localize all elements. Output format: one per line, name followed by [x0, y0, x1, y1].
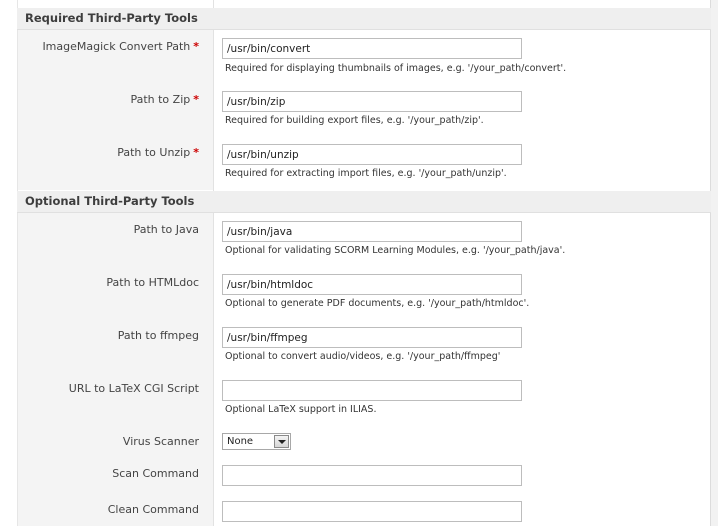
- htmldoc-path-label: Path to HTMLdoc: [106, 276, 199, 289]
- convert-path-info: Required for displaying thumbnails of images, e.g. '/your_path/convert'.: [225, 63, 567, 74]
- form-left-border: [17, 0, 18, 526]
- required-marker: *: [193, 146, 199, 159]
- page-right-gutter: [711, 0, 718, 526]
- java-path-info: Optional for validating SCORM Learning Modules, e.g. '/your_path/java'.: [225, 245, 566, 256]
- virus-scanner-selected-value: None: [227, 436, 254, 447]
- zip-path-input[interactable]: [222, 91, 522, 112]
- chevron-down-icon[interactable]: [274, 435, 289, 448]
- zip-path-label: Path to Zip *: [130, 93, 199, 106]
- convert-path-input[interactable]: [222, 38, 522, 59]
- ffmpeg-path-input[interactable]: [222, 327, 522, 348]
- convert-path-label: ImageMagick Convert Path *: [42, 40, 199, 53]
- latex-url-input[interactable]: [222, 380, 522, 401]
- htmldoc-path-input[interactable]: [222, 274, 522, 295]
- column-divider: [213, 0, 214, 526]
- htmldoc-path-info: Optional to generate PDF documents, e.g. '/your_path/htmldoc'.: [225, 298, 530, 309]
- java-path-input[interactable]: [222, 221, 522, 242]
- ffmpeg-path-info: Optional to convert audio/videos, e.g. '/your_path/ffmpeg': [225, 351, 501, 362]
- virus-scanner-select[interactable]: [222, 433, 291, 450]
- unzip-path-info: Required for extracting import files, e.g. '/your_path/unzip'.: [225, 168, 507, 179]
- scan-command-input[interactable]: [222, 465, 522, 486]
- label-column-required: [17, 30, 213, 190]
- ffmpeg-path-label: Path to ffmpeg: [117, 329, 199, 342]
- virus-scanner-label: Virus Scanner: [122, 435, 199, 448]
- latex-url-label: URL to LaTeX CGI Script: [68, 382, 199, 395]
- unzip-path-label: Path to Unzip *: [117, 146, 199, 159]
- required-marker: *: [193, 93, 199, 106]
- section-header-required: [17, 8, 711, 30]
- section-title-required: Required Third-Party Tools: [25, 11, 198, 25]
- section-title-optional: Optional Third-Party Tools: [25, 194, 195, 208]
- latex-url-info: Optional LaTeX support in ILIAS.: [225, 404, 377, 415]
- required-marker: *: [193, 40, 199, 53]
- unzip-path-input[interactable]: [222, 144, 522, 165]
- clean-command-label: Clean Command: [107, 503, 199, 516]
- scan-command-label: Scan Command: [112, 467, 199, 480]
- section-header-optional: [17, 191, 711, 213]
- clean-command-input[interactable]: [222, 501, 522, 522]
- java-path-label: Path to Java: [133, 223, 199, 236]
- zip-path-info: Required for building export files, e.g. '/your_path/zip'.: [225, 115, 484, 126]
